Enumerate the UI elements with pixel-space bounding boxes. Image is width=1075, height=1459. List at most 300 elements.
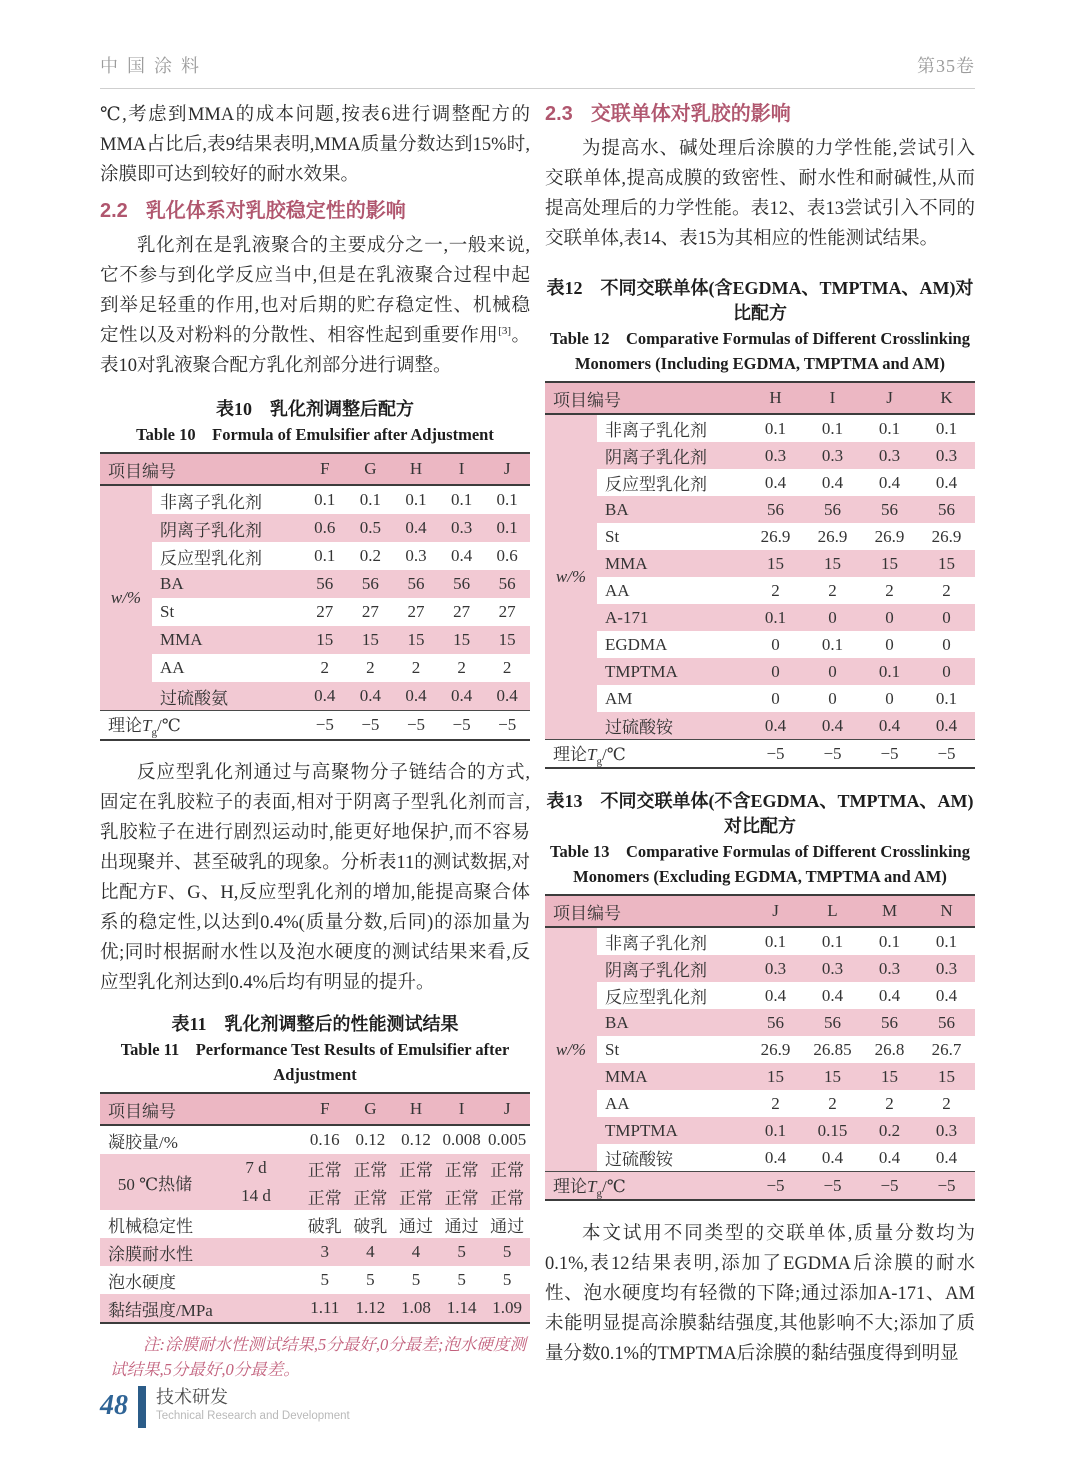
table-13 [545, 894, 975, 1201]
section-title: 交联单体对乳胶的影响 [590, 103, 791, 125]
table-group-cell [545, 685, 597, 712]
table-cell: 0.6 [496, 546, 518, 565]
table-cell: 0 [942, 634, 951, 654]
table-cell: 0.3 [878, 445, 901, 465]
table-cell: 26.9 [760, 526, 791, 546]
paragraph: ℃,考虑到MMA的成本问题,按表6进行调整配方的MMA占比后,表9结果表明,MMA质量分数达到15%时,涂膜即可达到较好的耐水效果。 [100, 105, 530, 185]
table-cell: 0.1 [878, 931, 901, 951]
table-cell: 0.4 [878, 472, 901, 492]
table13-caption-zh: 表13 不同交联单体(不含EGDMA、TMPTMA、AM)对比配方 [546, 791, 974, 836]
table-cell: 正常 [398, 1160, 433, 1180]
table-cell: 正常 [353, 1160, 388, 1180]
table-cell: St [605, 1039, 620, 1059]
table-11 [100, 1092, 530, 1324]
table-cell: 正常 [490, 1188, 525, 1208]
table-cell: AA [160, 658, 185, 677]
table-cell: 0.4 [764, 715, 787, 735]
table-cell: 2 [457, 658, 466, 677]
table-group-cell [545, 577, 597, 604]
table-cell: 0.1 [764, 418, 787, 438]
table-cell: 15 [938, 1066, 955, 1086]
table-cell: 0.1 [935, 688, 958, 708]
table-cell: 2 [320, 658, 330, 677]
table-cell: 15 [767, 553, 784, 573]
table-group-cell [545, 442, 597, 469]
table10-caption-zh: 表10 乳化剂调整后配方 [216, 399, 414, 419]
table-cell: 0.2 [359, 546, 382, 565]
table-cell: 正常 [444, 1160, 479, 1180]
table-cell: 56 [767, 499, 784, 519]
table-cell: 7 d [245, 1158, 267, 1177]
table-cell: 56 [316, 574, 334, 593]
table-cell: MMA [160, 630, 203, 649]
table-group-cell [545, 1090, 597, 1117]
table-cell: 0.4 [821, 472, 844, 492]
table-cell: 0.1 [821, 931, 844, 951]
table-header-cell: J [503, 459, 511, 478]
table-cell: 4 [366, 1242, 375, 1261]
table-cell: 1.12 [355, 1298, 386, 1317]
table-header-cell: I [829, 388, 836, 407]
table-cell: 0.2 [878, 1120, 901, 1140]
table-cell: 0.3 [935, 445, 958, 465]
table-cell: 0.1 [496, 490, 518, 509]
table-cell: 26.7 [931, 1039, 962, 1059]
table-group-cell [100, 514, 152, 542]
table-header-cell: 项目编号 [108, 1101, 176, 1121]
table-cell: 15 [453, 630, 471, 649]
table-cell: 过硫酸铵 [605, 718, 673, 737]
table-cell: 0.4 [450, 546, 473, 565]
table-cell: 0.005 [488, 1130, 527, 1149]
journal-name: 中国涂料 [100, 56, 208, 76]
table-header-cell: J [886, 388, 893, 407]
table-group-label: w/% [110, 588, 142, 607]
table-cell: 0.3 [821, 445, 844, 465]
table-12 [545, 381, 975, 769]
right-column [545, 100, 975, 1369]
table-cell: 56 [453, 574, 471, 593]
table-cell: 非离子乳化剂 [160, 492, 262, 512]
table-cell: 正常 [444, 1188, 479, 1208]
table-header-cell: 项目编号 [553, 903, 621, 923]
table-cell: 0.1 [496, 518, 518, 537]
table-row [545, 415, 975, 442]
table-row [545, 577, 975, 604]
table-header-cell: J [772, 901, 779, 920]
table-row [100, 1154, 530, 1182]
table-row [545, 658, 975, 685]
table-cell: 0.4 [878, 985, 901, 1005]
table-cell: 0.15 [817, 1120, 848, 1140]
table-group-cell [100, 570, 152, 598]
table-cell: 阴离子乳化剂 [605, 961, 707, 980]
table-header-row [545, 896, 975, 928]
table-cell: 56 [824, 499, 841, 519]
table-row [100, 626, 530, 654]
table-header-cell: 项目编号 [108, 461, 176, 481]
table-group-cell [545, 1036, 597, 1063]
table-row [545, 496, 975, 523]
table-row [100, 654, 530, 682]
page-number: 48 [100, 1390, 128, 1421]
table-header-cell: K [940, 388, 953, 407]
table-cell: 0.4 [935, 985, 958, 1005]
table-cell: 0.1 [878, 418, 901, 438]
table-cell: 0.4 [821, 715, 844, 735]
table-row [100, 542, 530, 570]
table-cell: −5 [880, 743, 899, 763]
table-cell: 0.1 [314, 490, 336, 509]
table-group-cell [545, 550, 597, 577]
table-footer-row [545, 739, 975, 767]
table-row [545, 604, 975, 631]
table-group-cell [545, 1063, 597, 1090]
table12-caption-zh: 表12 不同交联单体(含EGDMA、TMPTMA、AM)对比配方 [546, 278, 974, 323]
table-cell: 0.4 [821, 985, 844, 1005]
footer-section-zh: 技术研发 [156, 1387, 228, 1407]
table-cell: −5 [498, 715, 517, 734]
section-title: 乳化体系对乳胶稳定性的影响 [145, 200, 406, 222]
table-group-cell [545, 523, 597, 550]
table-cell: 反应型乳化剂 [160, 548, 262, 568]
table12-caption-en: Table 12 Comparative Formulas of Different Crosslinking Monomers (Including EGDMA, TMPTMA and AM) [550, 329, 970, 373]
table-header-cell: J [503, 1099, 511, 1118]
table-cell: 0.3 [405, 546, 427, 565]
table-cell: 2 [885, 580, 894, 600]
table-cell: 0.12 [401, 1130, 431, 1149]
table-cell: 理论$T_g/℃$ [553, 1176, 626, 1200]
table-cell: 26.85 [813, 1039, 852, 1059]
header-rule [100, 88, 975, 89]
table-group-cell [545, 415, 597, 442]
table-cell: 0 [828, 661, 837, 681]
table-cell: 0 [828, 688, 837, 708]
table-cell: 2 [771, 580, 780, 600]
table-header-cell: G [364, 459, 377, 478]
table-cell: 2 [942, 1093, 951, 1113]
table-row [545, 523, 975, 550]
table-cell: 1.08 [401, 1298, 431, 1317]
table-cell: 0.3 [878, 958, 901, 978]
table-cell: BA [605, 499, 629, 519]
table-cell: AM [605, 688, 633, 708]
table-cell: 27 [361, 602, 379, 621]
table-cell: 阴离子乳化剂 [160, 520, 262, 540]
table-cell: 0 [771, 661, 780, 681]
table-cell: 反应型乳化剂 [605, 988, 707, 1007]
footer-section-en: Technical Research and Development [156, 1410, 350, 1422]
table-cell: 27 [453, 602, 471, 621]
table-row [545, 550, 975, 577]
table-cell: 0.4 [496, 686, 518, 705]
table-cell: 2 [411, 658, 421, 677]
table-cell: 56 [407, 574, 425, 593]
table-cell: −5 [406, 715, 426, 734]
table-cell: −5 [823, 1175, 842, 1195]
table-cell: 黏结强度/MPa [108, 1300, 213, 1320]
table-cell: 0.1 [764, 931, 787, 951]
table-group-cell [545, 1117, 597, 1144]
table-cell: 2 [885, 1093, 894, 1113]
table-cell: 0.5 [359, 518, 382, 537]
table-cell: 15 [316, 630, 334, 649]
table-group-cell [100, 626, 152, 654]
table-cell: 0.6 [314, 518, 336, 537]
table-cell: 0.1 [450, 490, 473, 509]
table-cell: 1.09 [492, 1298, 523, 1317]
table-cell: 0.4 [764, 985, 787, 1005]
table-cell: BA [160, 574, 184, 593]
table-cell: 正常 [307, 1188, 342, 1208]
page-footer [100, 1386, 350, 1428]
table-cell: 0.1 [935, 931, 958, 951]
table-group-label: 50 ℃热储 [117, 1174, 193, 1194]
table-cell: 56 [938, 1012, 955, 1032]
table-cell: 0.3 [821, 958, 844, 978]
table-cell: 0.1 [821, 634, 844, 654]
table-cell: 2 [828, 1093, 837, 1113]
table-cell: 正常 [307, 1160, 342, 1180]
table-row [100, 598, 530, 626]
table-row [100, 514, 530, 542]
table-cell: BA [605, 1012, 629, 1032]
table-cell: 15 [824, 1066, 841, 1086]
table-cell: 0.1 [764, 607, 787, 627]
table-group-cell [545, 469, 597, 496]
table-cell: 0.1 [821, 418, 844, 438]
table-row [100, 1266, 530, 1294]
table-cell: 凝胶量/% [108, 1132, 178, 1152]
table-cell: 0.4 [935, 1147, 958, 1167]
table-header-cell: H [409, 459, 423, 478]
table-cell: TMPTMA [605, 1120, 678, 1140]
table-cell: 15 [498, 630, 516, 649]
table-header-cell: 项目编号 [553, 390, 621, 410]
table-cell: 0.4 [405, 518, 427, 537]
table-cell: 过硫酸铵 [605, 1150, 673, 1169]
table-cell: 0.4 [359, 686, 382, 705]
table-cell: 56 [881, 499, 898, 519]
table-cell: 0.3 [935, 1120, 958, 1140]
footer-labels [156, 1386, 350, 1424]
table-cell: A-171 [605, 607, 649, 627]
table-cell: 0.12 [355, 1130, 386, 1149]
table-row [545, 1144, 975, 1171]
table-cell: 正常 [398, 1188, 433, 1208]
table-cell: 56 [938, 499, 955, 519]
table-cell: 56 [498, 574, 516, 593]
paragraph-text: 。表10对乳液聚合配方乳化剂部分进行调整。 [100, 326, 530, 376]
table11-caption-en: Table 11 Performance Test Results of Emulsifier after Adjustment [120, 1040, 510, 1084]
left-column [100, 100, 530, 1382]
table-cell: 理论$T_g/℃$ [553, 744, 626, 768]
table-row [545, 1090, 975, 1117]
table-cell: 0 [885, 607, 894, 627]
table-cell: −5 [937, 743, 956, 763]
table-cell: 5 [320, 1270, 330, 1289]
table-row [100, 682, 530, 710]
paragraph [100, 231, 530, 381]
table-group-cell [545, 982, 597, 1009]
table-cell: 15 [881, 553, 898, 573]
table-cell: −5 [937, 1175, 956, 1195]
table-cell: 0.4 [314, 686, 336, 705]
table-cell: 0 [885, 688, 894, 708]
paragraph: 本文试用不同类型的交联单体,质量分数均为0.1%,表12结果表明,添加了EGDMA后涂膜的耐水性、泡水硬度均有轻微的下降;通过添加A-171、AM未能明显提高涂膜黏结强度,其他影响不大;添加了质量分数0.1%的TMPTMA后涂膜的黏结强度得到明显 [545, 1224, 975, 1364]
table-cell: 0.4 [764, 1147, 787, 1167]
table-header-cell: G [364, 1099, 377, 1118]
table-header-cell: H [409, 1099, 423, 1118]
table-cell: 15 [824, 553, 841, 573]
table-cell: 0.16 [309, 1130, 340, 1149]
paragraph: 为提高水、碱处理后涂膜的力学性能,尝试引入交联单体,提高成膜的致密性、耐水性和耐碱性,从而提高处理后的力学性能。表12、表13尝试引入不同的交联单体,表14、表15为其相应的性能测试结果。 [545, 139, 975, 249]
paragraph-text: 乳化剂在是乳液聚合的主要成分之一,一般来说,它不参与到化学反应当中,但是在乳液聚合过程中起到举足轻重的作用,也对后期的贮存稳定性、机械稳定性以及对粉料的分散性、相容性起到重要作用 [100, 236, 530, 346]
table-header-cell: F [320, 459, 330, 478]
table-cell: 4 [411, 1242, 421, 1261]
table-footer-row [100, 710, 530, 739]
table-cell: MMA [605, 553, 648, 573]
table-cell: 26.8 [874, 1039, 905, 1059]
table-cell: 14 d [241, 1186, 271, 1205]
table-cell: 5 [502, 1270, 512, 1289]
table-cell: TMPTMA [605, 661, 678, 681]
table-cell: 5 [366, 1270, 375, 1289]
table-group-cell [100, 1182, 210, 1210]
table-cell: AA [605, 580, 630, 600]
table11-note: 注:涂膜耐水性测试结果,5分最好,0分最差;泡水硬度测试结果,5分最好,0分最差。 [110, 1335, 526, 1379]
table-cell: 15 [881, 1066, 898, 1086]
table-cell: 过硫酸氨 [160, 688, 228, 708]
table-cell: 26.9 [931, 526, 962, 546]
table-row [545, 955, 975, 982]
table-cell: 0.4 [450, 686, 473, 705]
running-head [100, 52, 975, 86]
table-cell: 0.3 [450, 518, 473, 537]
table-cell: −5 [766, 743, 785, 763]
table-cell: 0.4 [878, 715, 901, 735]
table-header-cell: F [320, 1099, 330, 1118]
table-cell: 0.3 [764, 958, 787, 978]
table-cell: 2 [942, 580, 951, 600]
table-cell: 0.4 [935, 472, 958, 492]
table-cell: St [605, 526, 620, 546]
table-row [545, 1117, 975, 1144]
table-cell: 3 [320, 1242, 330, 1261]
table-row [545, 1009, 975, 1036]
table-cell: 0.4 [878, 1147, 901, 1167]
table-cell: 反应型乳化剂 [605, 475, 707, 494]
table-group-cell [545, 631, 597, 658]
table-row [100, 1126, 530, 1154]
footer-bar [138, 1386, 146, 1428]
table-cell: −5 [361, 715, 380, 734]
table-cell: 0.008 [442, 1130, 481, 1149]
table-header-cell: L [827, 901, 838, 920]
table-group-cell [100, 486, 152, 514]
table-cell: EGDMA [605, 634, 668, 654]
table-cell: 26.9 [760, 1039, 791, 1059]
table-cell: 5 [457, 1242, 466, 1261]
table-cell: 15 [407, 630, 425, 649]
table-cell: −5 [315, 715, 334, 734]
table-cell: 正常 [353, 1188, 388, 1208]
table-cell: −5 [823, 743, 842, 763]
table-cell: 通过 [398, 1216, 433, 1236]
table-cell: 涂膜耐水性 [108, 1244, 193, 1264]
table-group-cell [545, 1009, 597, 1036]
table-cell: AA [605, 1093, 630, 1113]
table13-caption-en: Table 13 Comparative Formulas of Different Crosslinking Monomers (Excluding EGDMA, TMPTMA and AM) [550, 842, 970, 886]
table-row [545, 712, 975, 739]
table-cell: 阴离子乳化剂 [605, 448, 707, 467]
table-header-cell: N [940, 901, 953, 920]
table-group-cell [545, 712, 597, 739]
table-cell: 破乳 [353, 1216, 388, 1236]
table-cell: 56 [361, 574, 379, 593]
table-cell: 15 [767, 1066, 784, 1086]
table-cell: 0.1 [935, 418, 958, 438]
table-cell: 通过 [490, 1216, 525, 1236]
table-cell: 1.11 [310, 1298, 340, 1317]
citation-marker: [3] [498, 324, 512, 337]
table-cell: St [160, 602, 175, 621]
table-row [545, 1036, 975, 1063]
table-header-row [545, 383, 975, 415]
table-cell: 2 [771, 1093, 780, 1113]
table-group-cell [545, 658, 597, 685]
table-group-cell [100, 654, 152, 682]
table-cell: 0.1 [314, 546, 336, 565]
table-cell: 26.9 [817, 526, 848, 546]
table-cell: 0 [942, 607, 951, 627]
table-cell: 0 [771, 634, 780, 654]
volume-label: 第35卷 [917, 56, 975, 76]
table-row [545, 982, 975, 1009]
table-group-cell [545, 496, 597, 523]
table-cell: 2 [366, 658, 375, 677]
table-row [545, 631, 975, 658]
table-group-cell [100, 682, 152, 710]
table-cell: 15 [938, 553, 955, 573]
table-cell: 0.4 [935, 715, 958, 735]
table-cell: 0 [885, 634, 894, 654]
table-header-row [100, 454, 530, 486]
table-cell: 27 [316, 602, 334, 621]
table-cell: 泡水硬度 [108, 1272, 176, 1292]
table-cell: 1.14 [446, 1298, 477, 1317]
table-row [545, 928, 975, 955]
table-row [545, 1063, 975, 1090]
table-group-cell [545, 955, 597, 982]
table-row [100, 1294, 530, 1322]
table-cell: 0.1 [405, 490, 427, 509]
table-cell: 0.4 [764, 472, 787, 492]
paragraph: 反应型乳化剂通过与高聚物分子链结合的方式,固定在乳胶粒子的表面,相对于阴离子型乳化剂而言,乳胶粒子在进行剧烈运动时,能更好地保护,而不容易出现聚并、甚至破乳的现象。分析表11的测试数据,对比配方F、G、H,反应型乳化剂的增加,能提高聚合体系的稳定性,以达到0.4%(质量分数,后同)的添加量为优;同时根据耐水性以及泡水硬度的测试结果来看,反应型乳化剂达到0.4%后均有明显的提升。 [100, 763, 530, 993]
table-cell: −5 [766, 1175, 785, 1195]
table-group-cell [100, 542, 152, 570]
table-cell: 0.4 [821, 1147, 844, 1167]
table-row [100, 570, 530, 598]
table-row [100, 1210, 530, 1238]
table-cell: 0.4 [405, 686, 427, 705]
table-header-cell: I [458, 1099, 465, 1118]
table-group-cell [545, 1144, 597, 1171]
table-cell: 56 [824, 1012, 841, 1032]
table-row [100, 1182, 530, 1210]
table-cell: 5 [502, 1242, 512, 1261]
section-heading-2-3 [545, 100, 975, 128]
